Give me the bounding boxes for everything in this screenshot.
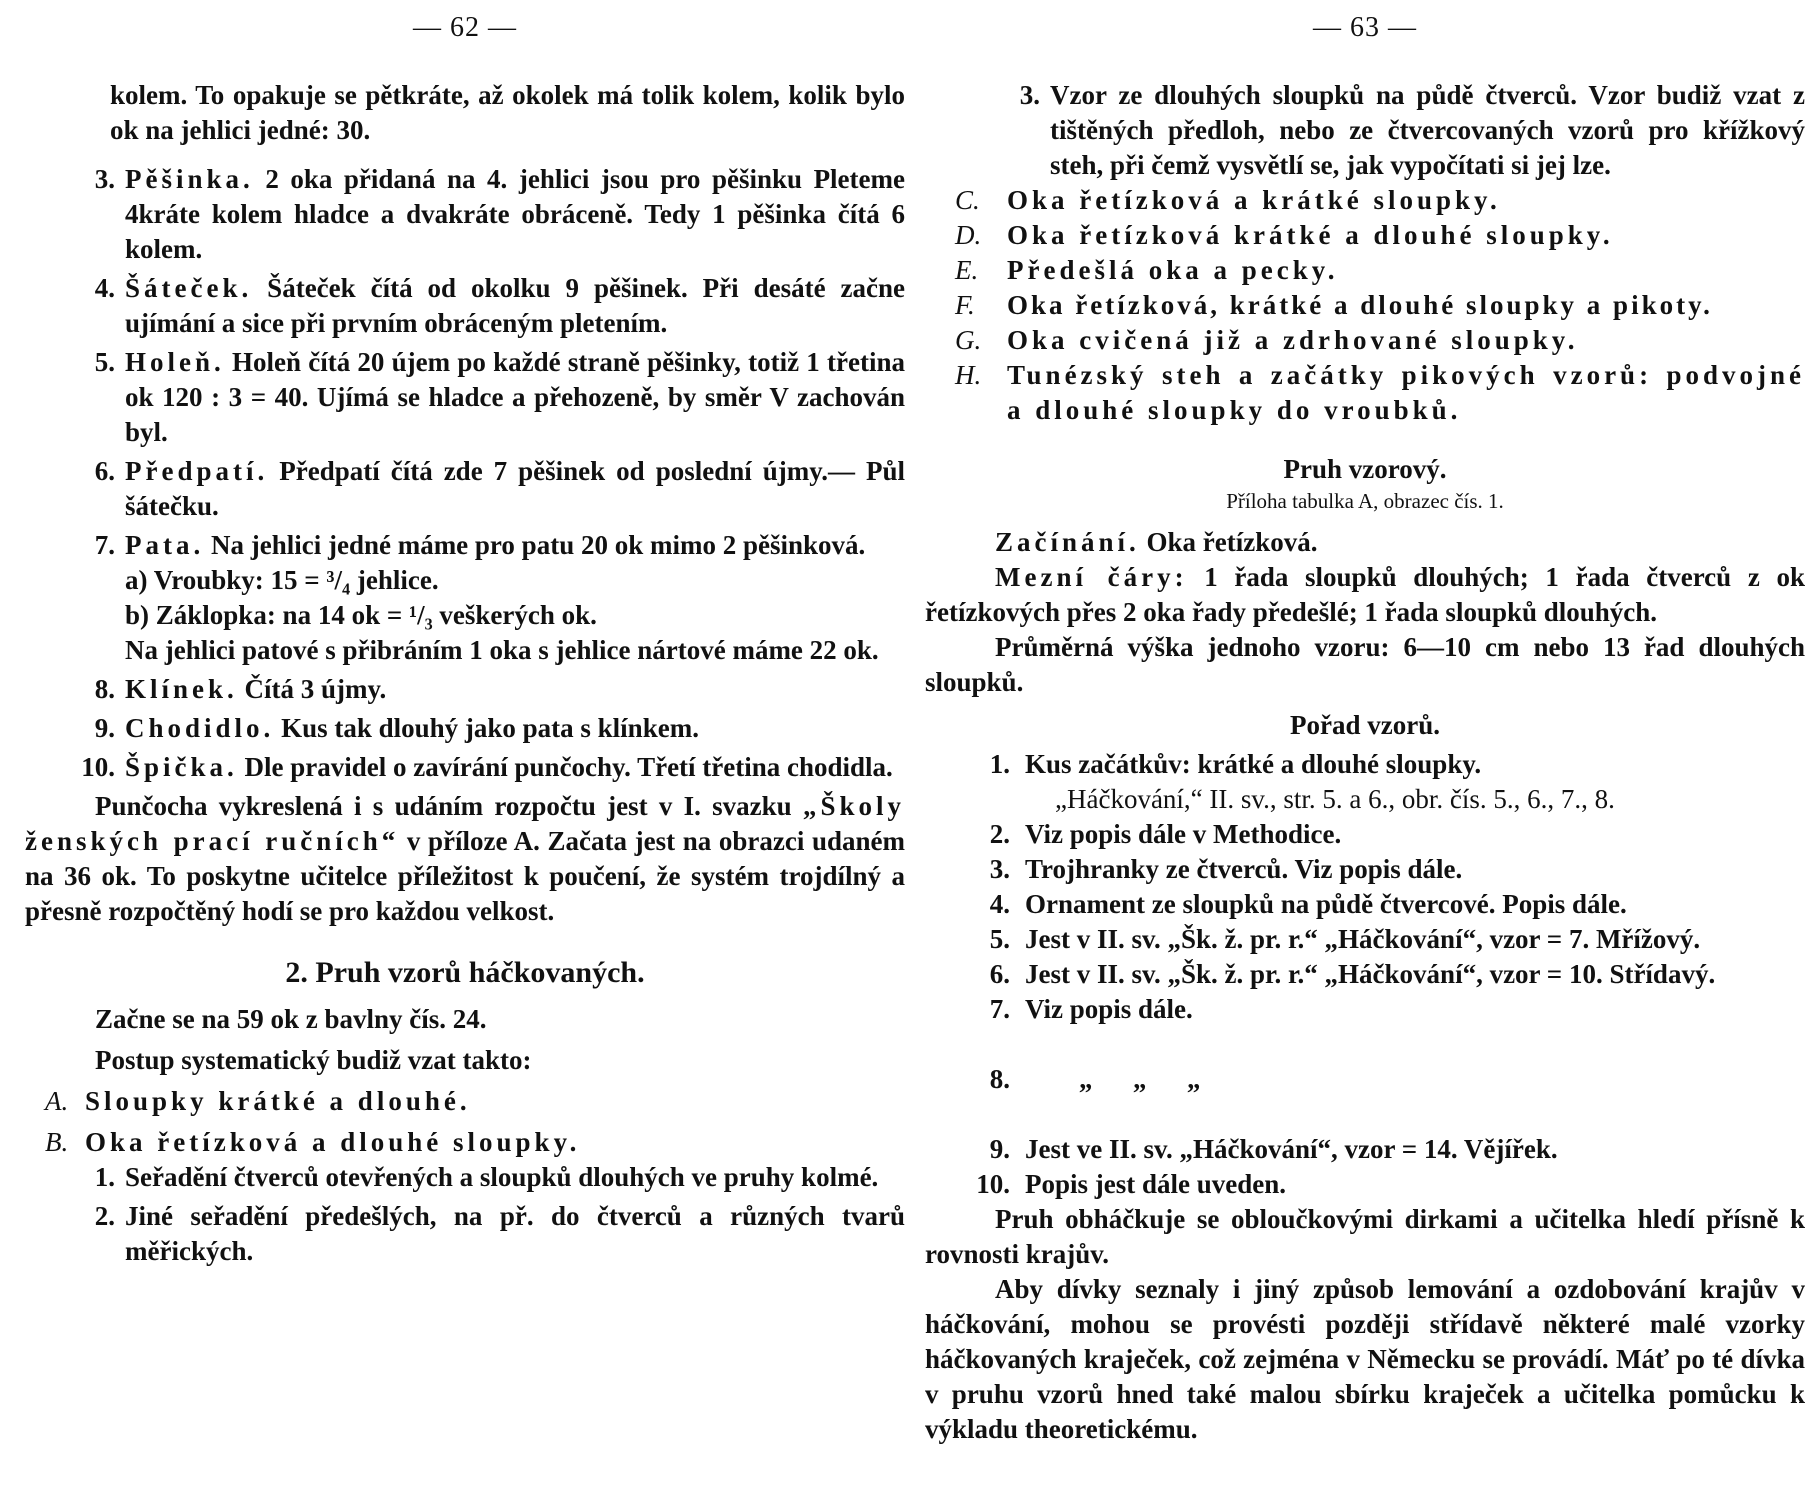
sub-item-b: b) Záklopka: na 14 ok = ¹/₃ veškerých ok. xyxy=(125,600,597,630)
item-number: 4. xyxy=(94,273,115,303)
list-item-6 xyxy=(25,454,905,524)
section-letter: H. xyxy=(955,360,982,390)
item-heading: Pěšinka. xyxy=(125,164,254,194)
section-title: Sloupky krátké a dlouhé. xyxy=(85,1086,471,1116)
section-title: Oka cvičená již a zdrhované sloupky. xyxy=(1007,325,1579,355)
item-text: Dle pravidel o zavírání punčochy. Třetí třetina chodidla. xyxy=(237,752,893,782)
left-page-content xyxy=(25,78,905,1273)
list-item-4 xyxy=(25,271,905,341)
item-heading: Špička. xyxy=(125,752,238,782)
item-text: Viz popis dále. xyxy=(1025,994,1193,1024)
list-item-5 xyxy=(925,922,1805,957)
section-title: Oka řetízková, krátké a dlouhé sloupky a pikoty. xyxy=(1007,290,1713,320)
item-number: 3. xyxy=(989,854,1010,884)
section-letter: B. xyxy=(45,1127,69,1157)
item-heading: Předpatí. xyxy=(125,456,269,486)
paragraph: kolem. To opakuje se pětkráte, až okolek má tolik kolem, kolik bylo ok na jehlici jedné: 30. xyxy=(110,80,905,145)
item-heading: Klínek. xyxy=(125,674,238,704)
section-title: Předešlá oka a pecky. xyxy=(1007,255,1339,285)
paragraph-text: 1 řada sloupků dlouhých; 1 řada čtverců z ok řetízkových přes 2 oka řady předešlé; 1 řada sloupků dlouhých. xyxy=(925,562,1805,627)
list-item-9 xyxy=(25,711,905,746)
term: Začínání. xyxy=(995,527,1140,557)
right-page-content xyxy=(925,78,1805,1447)
item-text: Jest v II. sv. „Šk. ž. pr. r.“ „Háčkování“, vzor = 10. Střídavý. xyxy=(1025,959,1716,989)
right-page xyxy=(925,0,1805,1500)
item-text: Čítá 3 újmy. xyxy=(237,674,387,704)
item-heading: Šáteček. xyxy=(125,273,253,303)
paragraph-text: Oka řetízková. xyxy=(1139,527,1318,557)
term: Mezní čáry: xyxy=(995,562,1188,592)
item-text: Na jehlici jedné máme pro patu 20 ok mimo 2 pěšinková. xyxy=(204,530,866,560)
item-text: Jest ve II. sv. „Háčkování“, vzor = 14. Vějířek. xyxy=(1025,1134,1558,1164)
item-heading: Chodidlo. xyxy=(125,713,275,743)
section-heading: 2. Pruh vzorů háčkovaných. xyxy=(285,956,645,989)
section-H xyxy=(925,358,1805,428)
item-text: Trojhranky ze čtverců. Viz popis dále. xyxy=(1025,854,1463,884)
section-E xyxy=(925,253,1805,288)
item-text: Vzor ze dlouhých sloupků na půdě čtverců. Vzor budiž vzat z tištěných předloh, nebo ze čtvercovaných vzorů pro křížkový steh, při čemž vysvětlí se, jak vypočítati si jej lze. xyxy=(1050,80,1805,180)
section-F xyxy=(925,288,1805,323)
paragraph xyxy=(25,789,905,929)
item-reference: „Háčkování,“ II. sv., str. 5. a 6., obr. čís. 5., 6., 7., 8. xyxy=(1055,784,1615,814)
item-number: 5. xyxy=(94,347,115,377)
item-text: Seřadění čtverců otevřených a sloupků dlouhých ve pruhy kolmé. xyxy=(125,1162,879,1192)
list-item-6 xyxy=(925,957,1805,992)
page-number: — 63 — xyxy=(1313,12,1417,43)
item-text: Šáteček čítá od okolku 9 pěšinek. Při desáté začne ujímání a sice při prvním obráceným pletením. xyxy=(125,273,905,338)
sub-list-item-1 xyxy=(25,1160,905,1195)
item-number: 1. xyxy=(94,1162,115,1192)
item-number: 10. xyxy=(81,752,115,782)
item-number: 2. xyxy=(989,819,1010,849)
item-number: 8. xyxy=(94,674,115,704)
list-item-10 xyxy=(925,1167,1805,1202)
section-letter: A. xyxy=(45,1086,69,1116)
item-text: Ornament ze sloupků na půdě čtvercové. Popis dále. xyxy=(1025,889,1627,919)
item-text: Popis jest dále uveden. xyxy=(1025,1169,1287,1199)
sub-item-a: a) Vroubky: 15 = ³/₄ jehlice. xyxy=(125,565,439,595)
paragraph: Začne se na 59 ok z bavlny čís. 24. xyxy=(95,1004,487,1034)
item-number: 7. xyxy=(989,994,1010,1024)
subheading: Pořad vzorů. xyxy=(1290,710,1440,740)
list-item-10 xyxy=(25,750,905,785)
item-text: Jest v II. sv. „Šk. ž. pr. r.“ „Háčkování“, vzor = 7. Mřížový. xyxy=(1025,924,1701,954)
paragraph: Průměrná výška jednoho vzoru: 6—10 cm nebo 13 řad dlouhých sloupků. xyxy=(925,632,1805,697)
list-item-8 xyxy=(925,1027,1805,1132)
section-letter: D. xyxy=(955,220,982,250)
paragraph: Pruh obháčkuje se obloučkovými dirkami a učitelka hledí přísně k rovnosti krajův. xyxy=(925,1204,1805,1269)
section-B xyxy=(25,1125,905,1160)
item-heading: Holeň. xyxy=(125,347,225,377)
item-number: 6. xyxy=(989,959,1010,989)
section-letter: F. xyxy=(955,290,975,320)
paragraph xyxy=(925,525,1805,560)
left-page xyxy=(25,0,905,1500)
section-title: Oka řetízková krátké a dlouhé sloupky. xyxy=(1007,220,1614,250)
section-letter: G. xyxy=(955,325,982,355)
list-item-9 xyxy=(925,1132,1805,1167)
item-number: 4. xyxy=(989,889,1010,919)
item-number: 9. xyxy=(989,1134,1010,1164)
section-A xyxy=(25,1084,905,1119)
section-title: Oka řetízková a krátké sloupky. xyxy=(1007,185,1501,215)
page-number: — 62 — xyxy=(413,12,517,43)
item-number: 5. xyxy=(989,924,1010,954)
list-item-4 xyxy=(925,887,1805,922)
section-letter: C. xyxy=(955,185,980,215)
list-item-5 xyxy=(25,345,905,450)
subheading: Pruh vzorový. xyxy=(1283,454,1447,484)
list-item-3 xyxy=(925,852,1805,887)
item-text: Holeň čítá 20 újem po každé straně pěšinky, totiž 1 třetina ok 120 : 3 = 40. Ujímá se hladce a přehozeně, by směr V zachován byl. xyxy=(125,347,905,447)
section-C xyxy=(925,183,1805,218)
section-letter: E. xyxy=(955,255,979,285)
item-text: „ „ „ xyxy=(1079,1064,1201,1094)
paragraph: Aby dívky seznaly i jiný způsob lemování a ozdobování krajův v háčkování, mohou se provésti později střídavě některé malé vzorky háčkovaných kraječek, což zejména v Německu se provádí. Máť po té dívka v pruhu vzorů hned také malou sbírku kraječek a učitelka pomůcku k výkladu theoretickému. xyxy=(925,1274,1805,1444)
list-item-3 xyxy=(925,78,1805,183)
sub-list-item-2 xyxy=(25,1199,905,1269)
item-text: Kus tak dlouhý jako pata s klínkem. xyxy=(274,713,699,743)
list-item-1 xyxy=(925,747,1805,817)
paragraph-text: Punčocha vykreslená i s udáním rozpočtu jest v I. svazku xyxy=(95,791,803,821)
item-number: 2. xyxy=(94,1201,115,1231)
item-number: 7. xyxy=(94,530,115,560)
item-number: 8. xyxy=(989,1064,1010,1094)
item-number: 1. xyxy=(989,749,1010,779)
section-D xyxy=(925,218,1805,253)
numbered-list xyxy=(925,747,1805,1202)
item-text: Předpatí čítá zde 7 pěšinek od poslední újmy.— Půl šátečku. xyxy=(125,456,905,521)
item-text: Viz popis dále v Methodice. xyxy=(1025,819,1342,849)
item-number: 10. xyxy=(976,1169,1010,1199)
section-G xyxy=(925,323,1805,358)
paragraph: Postup systematický budiž vzat takto: xyxy=(95,1045,532,1075)
list-item-3 xyxy=(25,162,905,267)
item-number: 6. xyxy=(94,456,115,486)
item-text: 2 oka přidaná na 4. jehlici jsou pro pěšinku Pleteme 4kráte kolem hladce a dvakráte obráceně. Tedy 1 pěšinka čítá 6 kolem. xyxy=(125,164,905,264)
list-item-8 xyxy=(25,672,905,707)
section-title: Tunézský steh a začátky pikových vzorů: podvojné a dlouhé sloupky do vroubků. xyxy=(1007,360,1805,425)
item-number: 3. xyxy=(1019,80,1040,110)
item-number: 9. xyxy=(94,713,115,743)
appendix-reference: Příloha tabulka A, obrazec čís. 1. xyxy=(1226,489,1504,513)
list-item-2 xyxy=(925,817,1805,852)
book-title: „Školy ženských prací ručních“ xyxy=(25,791,905,856)
list-item-7 xyxy=(25,528,905,668)
paragraph-text: v příloze A. Začata jest na obrazci udaném na 36 ok. To poskytne učitelce příležitost k poučení, že systém trojdílný a přesně rozpočtěný hodí se pro každou velkost. xyxy=(25,826,905,926)
item-text: Jiné seřadění předešlých, na př. do čtverců a různých tvarů měřických. xyxy=(125,1201,905,1266)
item-heading: Pata. xyxy=(125,530,205,560)
item-number: 3. xyxy=(94,164,115,194)
section-title: Oka řetízková a dlouhé sloupky. xyxy=(85,1127,581,1157)
paragraph xyxy=(925,560,1805,630)
item-text: Kus začátkův: krátké a dlouhé sloupky. xyxy=(1025,749,1482,779)
sub-item-c: Na jehlici patové s přibráním 1 oka s jehlice nártové máme 22 ok. xyxy=(125,635,879,665)
list-item-7 xyxy=(925,992,1805,1027)
